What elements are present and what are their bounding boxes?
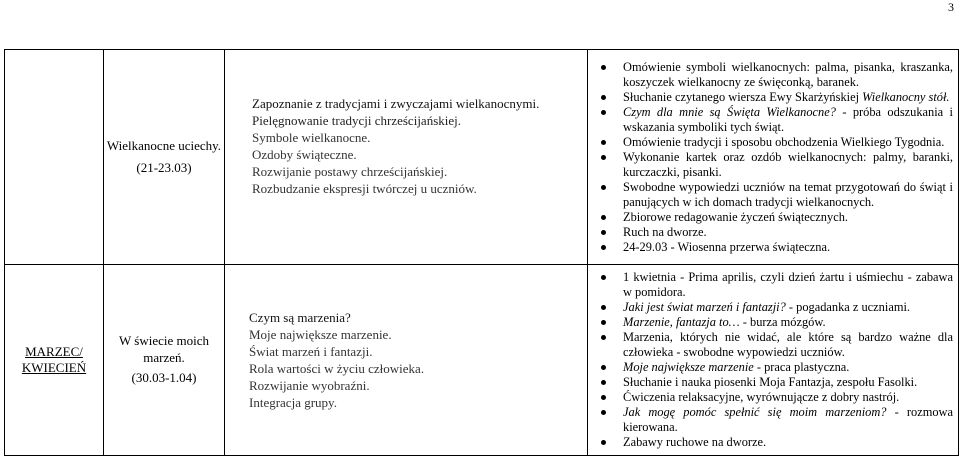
topic-cell xyxy=(104,50,225,265)
activity-item: Ćwiczenia relaksacyjne, wyrównującze z dobry nastrój. xyxy=(588,390,953,405)
topic-title: Wielkanocne uciechy. xyxy=(106,137,222,153)
activity-item: Marzenie, fantazja to… - burza mózgów. xyxy=(588,315,953,330)
activity-item: Słuchanie i nauka piosenki Moja Fantazja, zespołu Fasolki. xyxy=(588,375,953,390)
activity-item: Czym dla mnie są Święta Wielkanocne? - próba odszukania i wskazania symboliki tych świąt. xyxy=(588,105,953,135)
month-cell xyxy=(5,50,104,265)
activity-item: Zabawy ruchowe na dworze. xyxy=(588,435,953,450)
activity-item: Moje największe marzenie - praca plastyczna. xyxy=(588,360,953,375)
goal-item: Ozdoby świąteczne. xyxy=(252,147,357,162)
topic-cell xyxy=(104,265,225,456)
activity-item: Swobodne wypowiedzi uczniów na temat przygotowań do świąt i panujących w ich domach tradycji wielkanocnych. xyxy=(588,180,953,210)
topic-title: W świecie moich marzeń. xyxy=(118,333,209,365)
activity-item: 1 kwietnia - Prima aprilis, czyli dzień żartu i uśmiechu - zabawa w pomidora. xyxy=(588,270,953,300)
lesson-plan-table xyxy=(4,49,959,456)
goal-item: Pielęgnowanie tradycji chrześcijańskiej. xyxy=(252,113,462,128)
goal-item: Moje największe marzenie. xyxy=(249,327,392,342)
activity-item: Słuchanie czytanego wiersza Ewy Skarżyńskiej Wielkanocny stół. xyxy=(588,90,953,105)
goal-item: Czym są marzenia? xyxy=(249,310,351,325)
goal-item: Rozbudzanie ekspresji twórczej u uczniów. xyxy=(252,181,477,196)
goal-item: Rozwijanie postawy chrześcijańskiej. xyxy=(252,164,448,179)
goals-cell xyxy=(225,50,588,265)
goal-item: Symbole wielkanocne. xyxy=(252,130,371,145)
activities-cell xyxy=(588,50,959,265)
activity-item: Jaki jest świat marzeń i fantazji? - pogadanka z uczniami. xyxy=(588,300,953,315)
topic-dates: (21-23.03) xyxy=(136,160,192,175)
activity-item: Omówienie symboli wielkanocnych: palma, pisanka, kraszanka, koszyczek wielkanocny ze święconką, baranek. xyxy=(588,60,953,90)
goal-item: Rozwijanie wyobraźni. xyxy=(249,378,370,393)
month-cell: MARZEC/ KWIECIEŃ xyxy=(5,265,104,456)
activities-cell xyxy=(588,265,959,456)
activity-item: Zbiorowe redagowanie życzeń świątecznych. xyxy=(588,210,953,225)
goal-item: Integracja grupy. xyxy=(249,395,337,410)
topic-dates: (30.03-1.04) xyxy=(131,370,197,386)
activity-item: Marzenia, których nie widać, ale które są bardzo ważne dla człowieka - swobodne wypowiedzi uczniów. xyxy=(588,330,953,360)
activity-item: Wykonanie kartek oraz ozdób wielkanocnych: palmy, baranki, kurczaczki, pisanki. xyxy=(588,150,953,180)
activity-item: 24-29.03 - Wiosenna przerwa świąteczna. xyxy=(588,240,953,255)
table-row xyxy=(5,50,959,265)
goals-cell xyxy=(225,265,588,456)
goal-item: Rola wartości w życiu człowieka. xyxy=(249,361,425,376)
activity-item: Ruch na dworze. xyxy=(588,225,953,240)
page-number: 3 xyxy=(948,0,954,14)
activity-item: Omówienie tradycji i sposobu obchodzenia Wielkiego Tygodnia. xyxy=(588,135,953,150)
goal-item: Zapoznanie z tradycjami i zwyczajami wielkanocnymi. xyxy=(252,96,540,111)
activity-item: Jak mogę pomóc spełnić się moim marzeniom? - rozmowa kierowana. xyxy=(588,405,953,435)
table-row xyxy=(5,265,959,456)
goal-item: Świat marzeń i fantazji. xyxy=(249,344,373,359)
